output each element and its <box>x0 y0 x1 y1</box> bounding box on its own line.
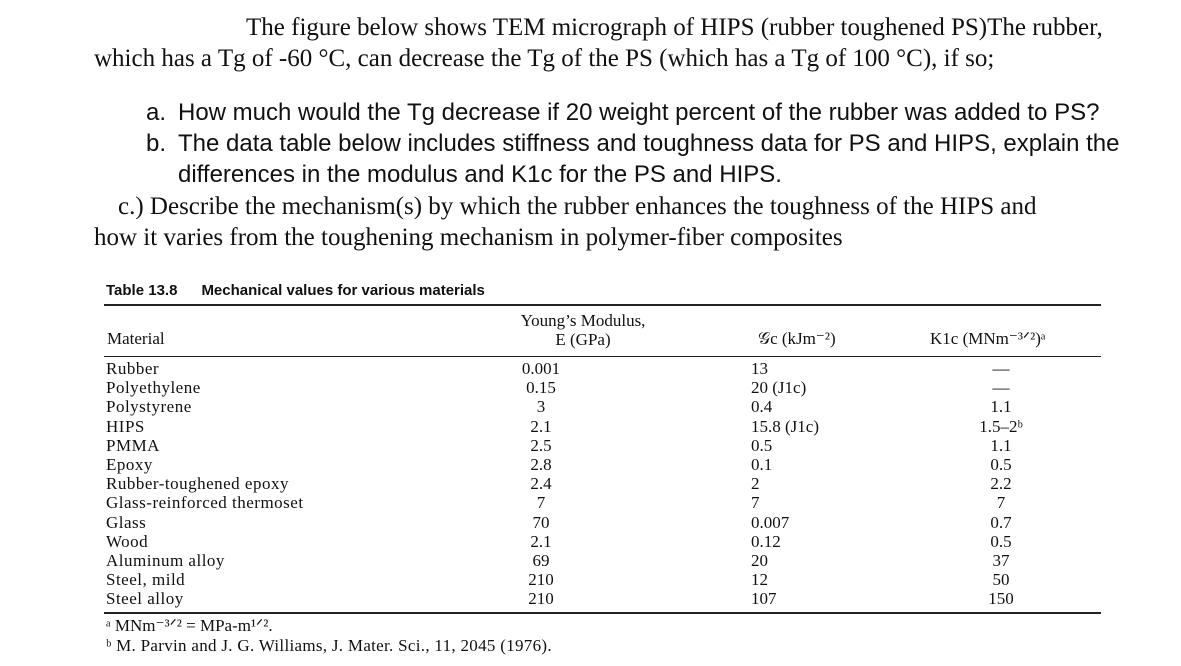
table-row <box>106 513 1101 532</box>
table-row <box>106 532 1101 551</box>
cell-modulus: 2.4 <box>530 474 552 494</box>
cell-material: Polystyrene <box>106 397 192 417</box>
table-top-rule <box>104 304 1101 306</box>
table-caption-title: Mechanical values for various materials <box>201 282 485 299</box>
cell-material: Steel alloy <box>106 589 184 609</box>
cell-gc: 7 <box>751 493 760 513</box>
cell-gc: 0.4 <box>751 397 773 417</box>
cell-modulus: 2.1 <box>530 531 552 551</box>
question-item-c-line2: how it varies from the toughening mechanism in polymer-fiber composites <box>94 224 843 251</box>
cell-material: Epoxy <box>106 454 153 474</box>
item-a-marker: a. <box>145 99 166 126</box>
cell-k1c: — <box>992 359 1010 378</box>
header-gc: 𝒢c (kJm⁻²) <box>758 329 836 348</box>
table-row <box>106 397 1101 416</box>
cell-modulus: 7 <box>536 493 546 513</box>
item-b-text: The data table below includes stiffness and toughness data for PS and HIPS, explain the <box>178 130 1120 157</box>
cell-k1c: 1.1 <box>990 435 1012 455</box>
cell-material: Polyethylene <box>106 378 201 398</box>
table-row <box>106 589 1101 608</box>
cell-gc: 12 <box>751 570 768 590</box>
header-modulus <box>468 311 698 349</box>
cell-modulus: 2.8 <box>530 454 552 474</box>
cell-material: HIPS <box>106 416 145 436</box>
table-row <box>106 551 1101 570</box>
cell-modulus: 2.1 <box>530 416 552 436</box>
cell-material: Wood <box>106 531 149 551</box>
cell-gc: 20 (J1c) <box>751 378 807 398</box>
footnote-b: ᵇ M. Parvin and J. G. Williams, J. Mater. Sci., 11, 2045 (1976). <box>106 636 552 655</box>
header-modulus-line2: E (GPa) <box>555 330 611 349</box>
cell-gc: 0.12 <box>751 531 781 551</box>
table-row <box>106 378 1101 397</box>
cell-gc: 0.007 <box>751 512 790 532</box>
table-row <box>106 417 1101 436</box>
item-a-text: How much would the Tg decrease if 20 weight percent of the rubber was added to PS? <box>178 99 1100 126</box>
question-item-b <box>128 128 1120 159</box>
question-item-b-continuation: differences in the modulus and K1c for the PS and HIPS. <box>178 161 782 188</box>
question-intro-line2: which has a Tg of -60 °C, can decrease the Tg of the PS (which has a Tg of 100 °C), if so; <box>94 45 995 72</box>
cell-k1c: 37 <box>992 550 1010 570</box>
cell-material: PMMA <box>106 435 160 455</box>
cell-k1c: 2.2 <box>990 474 1012 494</box>
header-modulus-line1: Young’s Modulus, <box>520 311 646 330</box>
table-body <box>106 359 1101 608</box>
cell-k1c: — <box>992 378 1010 398</box>
cell-modulus: 0.001 <box>521 359 561 378</box>
cell-gc: 15.8 (J1c) <box>751 416 819 436</box>
cell-modulus: 210 <box>528 570 554 590</box>
cell-modulus: 210 <box>528 589 554 609</box>
cell-gc: 13 <box>751 359 768 378</box>
table-row <box>106 474 1101 493</box>
cell-k1c: 7 <box>996 493 1006 513</box>
cell-k1c: 0.5 <box>990 531 1012 551</box>
table-row <box>106 359 1101 378</box>
cell-gc: 2 <box>751 474 760 494</box>
cell-modulus: 2.5 <box>530 435 552 455</box>
cell-k1c: 0.7 <box>990 512 1012 532</box>
item-b-marker: b. <box>145 130 166 157</box>
cell-material: Aluminum alloy <box>106 550 225 570</box>
table-bottom-rule <box>104 612 1101 614</box>
table-header-rule <box>104 356 1101 357</box>
table-row <box>106 493 1101 512</box>
cell-gc: 0.5 <box>751 435 773 455</box>
table-row <box>106 455 1101 474</box>
cell-k1c: 0.5 <box>990 454 1012 474</box>
table-row <box>106 570 1101 589</box>
table-caption-number: Table 13.8 <box>106 282 178 299</box>
cell-material: Glass <box>106 512 147 532</box>
footnote-a: ᵃ MNm⁻³ᐟ² = MPa-m¹ᐟ². <box>106 616 273 635</box>
cell-k1c: 150 <box>988 589 1014 609</box>
header-k1c: K1c (MNm⁻³ᐟ²)ᵃ <box>930 329 1046 348</box>
cell-modulus: 70 <box>532 512 550 532</box>
question-intro-line1: The figure below shows TEM micrograph of HIPS (rubber toughened PS)The rubber, <box>246 14 1103 41</box>
cell-gc: 20 <box>751 550 768 570</box>
cell-material: Rubber-toughened epoxy <box>106 474 289 494</box>
question-item-c-line1: c.) Describe the mechanism(s) by which the rubber enhances the toughness of the HIPS and <box>118 193 1037 220</box>
cell-gc: 0.1 <box>751 454 773 474</box>
table-row <box>106 436 1101 455</box>
cell-material: Glass-reinforced thermoset <box>106 493 304 513</box>
cell-k1c: 1.5–2ᵇ <box>979 416 1023 436</box>
cell-modulus: 69 <box>532 550 550 570</box>
cell-modulus: 0.15 <box>526 378 556 398</box>
cell-material: Steel, mild <box>106 570 186 590</box>
question-item-a <box>128 97 1099 128</box>
header-material: Material <box>107 329 165 348</box>
table-caption <box>106 282 485 299</box>
cell-gc: 107 <box>751 589 777 609</box>
cell-modulus: 3 <box>536 397 546 417</box>
cell-k1c: 50 <box>992 570 1010 590</box>
cell-k1c: 1.1 <box>990 397 1012 417</box>
cell-material: Rubber <box>106 359 160 378</box>
